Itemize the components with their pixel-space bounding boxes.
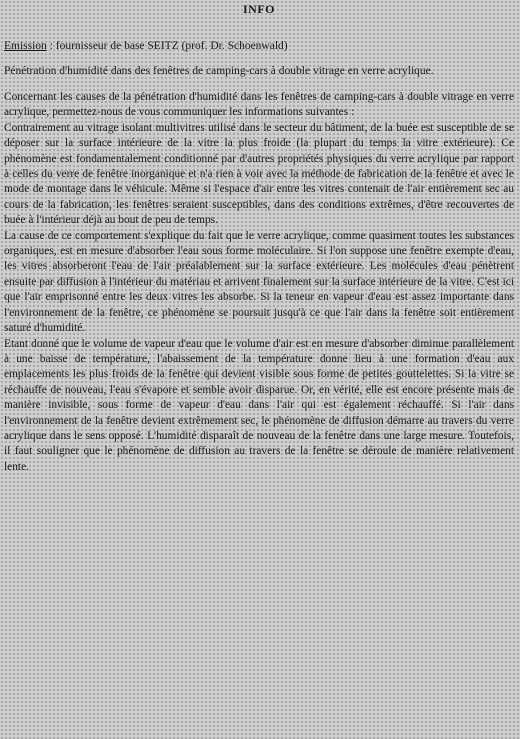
paragraph-temperature: Etant donné que le volume de vapeur d'eau que le volume d'air est en mesure d'absorber diminue parallèlement à une baisse de température, l'abaissement de la température donne lieu à une formation d'eau aux emplacements les plus froids de la fenêtre qui devient visible sous forme de petites gouttelettes. Si la vitre se réchauffe de nouveau, l'eau s'évapore et semble avoir disparue. Or, en vérité, elle est encore présente mais de manière invisible, sous forme de vapeur d'eau dans l'air qui est également réchauffé. Si l'air dans l'environnement de la fenêtre devient extrêmement sec, le phénomène de diffusion démarre au travers du verre acrylique dans le sens opposé. L'humidité disparaît de nouveau de la fenêtre dans une large mesure. Toutefois, il faut souligner que le phénomène de diffusion au travers de la fenêtre se déroule de manière relativement lente. xyxy=(4,337,514,473)
emission-label: Emission xyxy=(4,40,47,52)
document-title: INFO xyxy=(243,2,275,16)
paragraph-contrast: Contrairement au vitrage isolant multivitres utilisé dans le secteur du bâtiment, de la buée est susceptible de se déposer sur la surface intérieure de la vitre la plus froide (la plupart du temps la vitre extérieure). Ce phénomène est fondamentalement conditionné par d'autres propriétés physiques du verre acrylique par rapport à celles du verre de fenêtre inorganique et n'a rien à voir avec la méthode de fabrication de la fenêtre et avec le mode de montage dans le véhicule. Même si l'espace d'air entre les vitres contenait de l'air entièrement sec au cours de la fabrication, les fenêtres seraient susceptibles, dans des conditions extrêmes, d'être recouvertes de buée à l'intérieur déjà au bout de peu de temps. xyxy=(4,121,514,227)
paragraph-cause: La cause de ce comportement s'explique du fait que le verre acrylique, comme quasiment toutes les substances organiques, est en mesure d'absorber l'eau sous forme moléculaire. Si l'on suppose une fenêtre exempte d'eau, les vitres absorberont l'eau de l'air préalablement sur la surface extérieure. Les molécules d'eau pénètrent ensuite par diffusion à l'intérieur du matériau et arrivent finalement sur la surface intérieure de la vitre. C'est ici que l'air emprisonné entre les deux vitres les absorbe. Si la teneur en vapeur d'eau est assez importante dans l'environnement de la fenêtre, ce phénomène se poursuit jusqu'à ce que l'air dans la fenêtre soit entièrement saturé d'humidité. xyxy=(4,229,514,335)
paragraph-intro: Concernant les causes de la pénétration d'humidité dans les fenêtres de camping-cars à double vitrage en verre acrylique, permettez-nous de vous communiquer les informations suivantes : xyxy=(4,91,514,119)
emission-text: : fournisseur de base SEITZ (prof. Dr. Schoenwald) xyxy=(46,40,288,52)
document-body xyxy=(4,90,514,475)
emission-line xyxy=(4,39,514,53)
subject-line: Pénétration d'humidité dans des fenêtres de camping-cars à double vitrage en verre acrylique. xyxy=(4,65,434,77)
